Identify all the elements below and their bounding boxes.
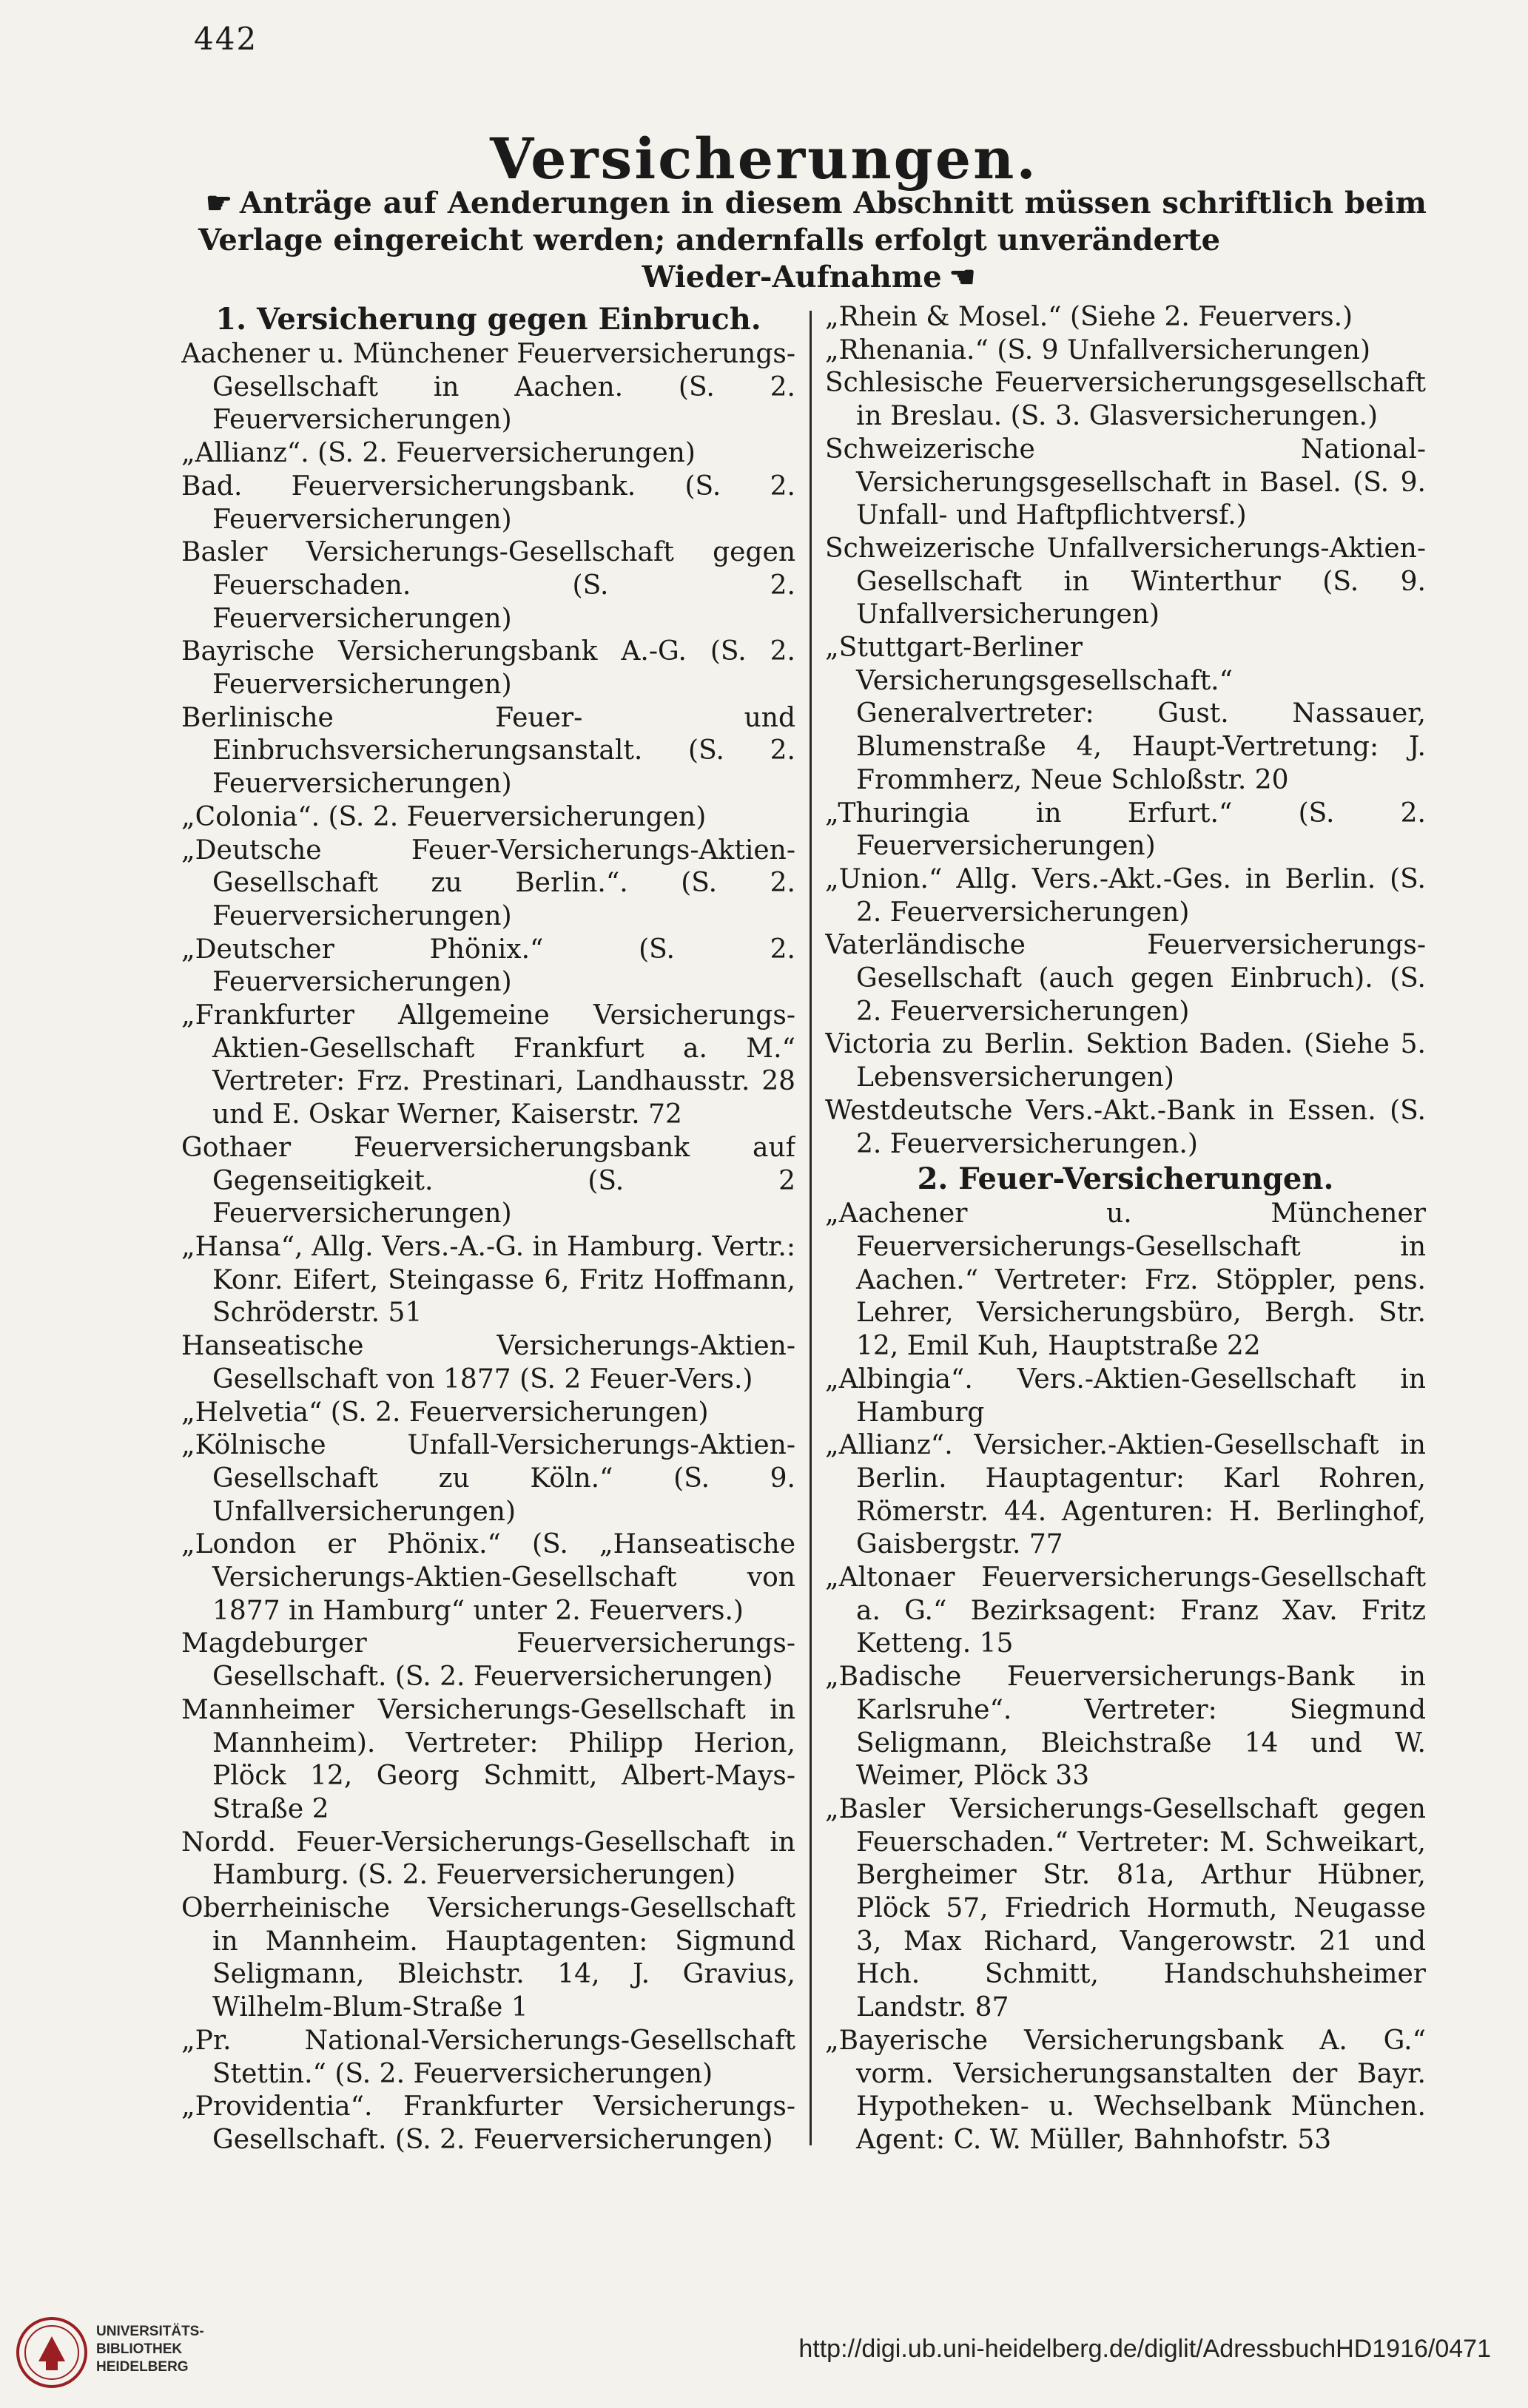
directory-entry: Schweizerische National-Versicherungsgesellschaft in Basel. (S. 9. Unfall- und Haftpflichtversf.) (825, 434, 1426, 531)
directory-entry: „Badische Feuerversicherungs-Bank in Karlsruhe“. Vertreter: Siegmund Seligmann, Bleichstraße 14 und W. Weimer, Plöck 33 (825, 1662, 1426, 1792)
directory-entry: Nordd. Feuer-Versicherungs-Gesellschaft in Hamburg. (S. 2. Feuerversicherungen) (181, 1827, 795, 1891)
directory-entry: Magdeburger Feuerversicherungs-Gesellschaft. (S. 2. Feuerversicherungen) (181, 1628, 795, 1693)
directory-entry: Schweizerische Unfallversicherungs-Aktien-Gesellschaft in Winterthur (S. 9. Unfallversicherungen) (825, 533, 1426, 630)
notice (198, 185, 1427, 296)
directory-entry: Vaterländische Feuerversicherungs-Gesellschaft (auch gegen Einbruch). (S. 2. Feuerversicherungen) (825, 930, 1426, 1027)
directory-entry: „Allianz“. Versicher.-Aktien-Gesellschaft in Berlin. Hauptagentur: Karl Rohren, Römerstr. 44. Agenturen: H. Berlinghof, Gaisbergstr. 77 (825, 1430, 1426, 1560)
directory-entry: „Stuttgart-Berliner Versicherungsgesellschaft.“ Generalvertreter: Gust. Nassauer, Blumenstraße 4, Haupt-Vertretung: J. Frommherz, Neue Schloßstr. 20 (825, 633, 1426, 795)
university-seal-icon (15, 2316, 89, 2390)
section-heading-feuer: 2. Feuer-Versicherungen. (917, 1161, 1334, 1197)
directory-entry: „Colonia“. (S. 2. Feuerversicherungen) (181, 801, 707, 832)
directory-entry: Mannheimer Versicherungs-Gesellschaft in Mannheim). Vertreter: Philipp Herion, Plöck 12, Georg Schmitt, Albert-Mays-Straße 2 (181, 1694, 795, 1824)
directory-entry: Victoria zu Berlin. Sektion Baden. (Siehe 5. Lebensversicherungen) (825, 1029, 1426, 1093)
library-line-1: UNIVERSITÄTS- (96, 2324, 204, 2339)
notice-text-last: Wieder-Aufnahme (642, 260, 942, 294)
right-entries-b (825, 1198, 1426, 2156)
directory-entry: „Helvetia“ (S. 2. Feuerversicherungen) (181, 1397, 709, 1428)
directory-entry: „Pr. National-Versicherungs-Gesellschaft Stettin.“ (S. 2. Feuerversicherungen) (181, 2025, 795, 2089)
directory-entry: Oberrheinische Versicherungs-Gesellschaft in Mannheim. Hauptagenten: Sigmund Seligmann, Bleichstr. 14, J. Gravius, Wilhelm-Blum-Straße 1 (181, 1893, 795, 2023)
directory-entry: „Deutsche Feuer-Versicherungs-Aktien-Gesellschaft zu Berlin.“. (S. 2. Feuerversicherungen) (181, 834, 795, 931)
library-name (96, 2323, 204, 2376)
directory-entry: „Rhein & Mosel.“ (Siehe 2. Feuervers.) (825, 302, 1353, 332)
directory-entry: Schlesische Feuerversicherungsgesellschaft in Breslau. (S. 3. Glasversicherungen.) (825, 368, 1426, 432)
directory-entry: „Union.“ Allg. Vers.-Akt.-Ges. in Berlin. (S. 2. Feuerversicherungen) (825, 863, 1426, 928)
directory-entry: „Allianz“. (S. 2. Feuerversicherungen) (181, 438, 696, 469)
library-line-2: BIBLIOTHEK (96, 2341, 183, 2357)
page-number: 442 (194, 21, 258, 57)
column-divider (810, 311, 812, 2145)
directory-entry: Aachener u. Münchener Feuerversicherungs-Gesellschaft in Aachen. (S. 2. Feuerversicherungen) (181, 339, 795, 436)
directory-entry: „Kölnische Unfall-Versicherungs-Aktien-Gesellschaft zu Köln.“ (S. 9. Unfallversicherungen) (181, 1430, 795, 1527)
directory-entry: „Thuringia in Erfurt.“ (S. 2. Feuerversicherungen) (825, 797, 1426, 862)
directory-entry: „Basler Versicherungs-Gesellschaft gegen Feuerschaden.“ Vertreter: M. Schweikart, Bergheimer Str. 81a, Arthur Hübner, Plöck 57, Friedrich Hormuth, Neugasse 3, Max Richard, Vangerowstr. 21 und Hch. Schmitt, Handschuhsheimer Landstr. 87 (825, 1793, 1426, 2023)
page-title: Versicherungen. (490, 126, 1038, 192)
left-entries (181, 338, 795, 2157)
right-column (825, 301, 1426, 2180)
directory-entry: Hanseatische Versicherungs-Aktien-Gesellschaft von 1877 (S. 2 Feuer-Vers.) (181, 1331, 795, 1394)
directory-entry: „Deutscher Phönix.“ (S. 2. Feuerversicherungen) (181, 934, 795, 998)
library-line-3: HEIDELBERG (96, 2359, 189, 2375)
directory-entry: „Altonaer Feuerversicherungs-Gesellschaft a. G.“ Bezirksagent: Franz Xav. Fritz Ketteng. 15 (825, 1562, 1426, 1659)
pointing-hand-left-icon: ☚ (949, 260, 976, 294)
notice-text: Anträge auf Aenderungen in diesem Abschnitt müssen schriftlich beim Verlage eingereicht werden; andernfalls erfolgt unveränderte (198, 186, 1427, 257)
directory-entry: „London er Phönix.“ (S. „Hanseatische Versicherungs-Aktien-Gesellschaft von 1877 in Hamburg“ unter 2. Feuervers.) (181, 1529, 795, 1626)
directory-entry: Gothaer Feuerversicherungsbank auf Gegenseitigkeit. (S. 2 Feuerversicherungen) (181, 1132, 795, 1230)
directory-entry: „Providentia“. Frankfurter Versicherungs-Gesellschaft. (S. 2. Feuerversicherungen) (181, 2091, 795, 2155)
source-url[interactable]: http://digi.ub.uni-heidelberg.de/diglit/AdressbuchHD1916/0471 (798, 2335, 1491, 2363)
directory-entry: Basler Versicherungs-Gesellschaft gegen Feuerschaden. (S. 2. Feuerversicherungen) (181, 537, 795, 634)
footer (0, 2308, 1528, 2408)
directory-entry: Bad. Feuerversicherungsbank. (S. 2. Feuerversicherungen) (181, 471, 795, 535)
section-heading-einbruch: 1. Versicherung gegen Einbruch. (215, 302, 761, 337)
directory-entry: „Frankfurter Allgemeine Versicherungs-Aktien-Gesellschaft Frankfurt a. M.“ Vertreter: Frz. Prestinari, Landhausstr. 28 und E. Oskar Werner, Kaiserstr. 72 (181, 1000, 795, 1130)
directory-entry: „Bayerische Versicherungsbank A. G.“ vorm. Versicherungsanstalten der Bayr. Hypotheken- u. Wechselbank München. Agent: C. W. Müller, Bahnhofstr. 53 (825, 2025, 1426, 2155)
directory-entry: „Albingia“. Vers.-Aktien-Gesellschaft in Hamburg (825, 1363, 1426, 1428)
directory-entry: Bayrische Versicherungsbank A.-G. (S. 2. Feuerversicherungen) (181, 636, 795, 701)
directory-entry: „Aachener u. Münchener Feuerversicherungs-Gesellschaft in Aachen.“ Vertreter: Frz. Stöppler, pens. Lehrer, Versicherungsbüro, Bergh. Str. 12, Emil Kuh, Hauptstraße 22 (825, 1198, 1426, 1362)
directory-entry: „Hansa“, Allg. Vers.-A.-G. in Hamburg. Vertr.: Konr. Eifert, Steingasse 6, Fritz Hoffmann, Schröderstr. 51 (181, 1231, 795, 1329)
right-entries-a (825, 301, 1426, 1161)
directory-entry: „Rhenania.“ (S. 9 Unfallversicherungen) (825, 334, 1370, 365)
left-column (181, 301, 795, 2180)
directory-entry: Berlinische Feuer- und Einbruchsversicherungsanstalt. (S. 2. Feuerversicherungen) (181, 702, 795, 800)
directory-entry: Westdeutsche Vers.-Akt.-Bank in Essen. (S. 2. Feuerversicherungen.) (825, 1095, 1426, 1159)
pointing-hand-icon: ☛ (206, 186, 232, 220)
